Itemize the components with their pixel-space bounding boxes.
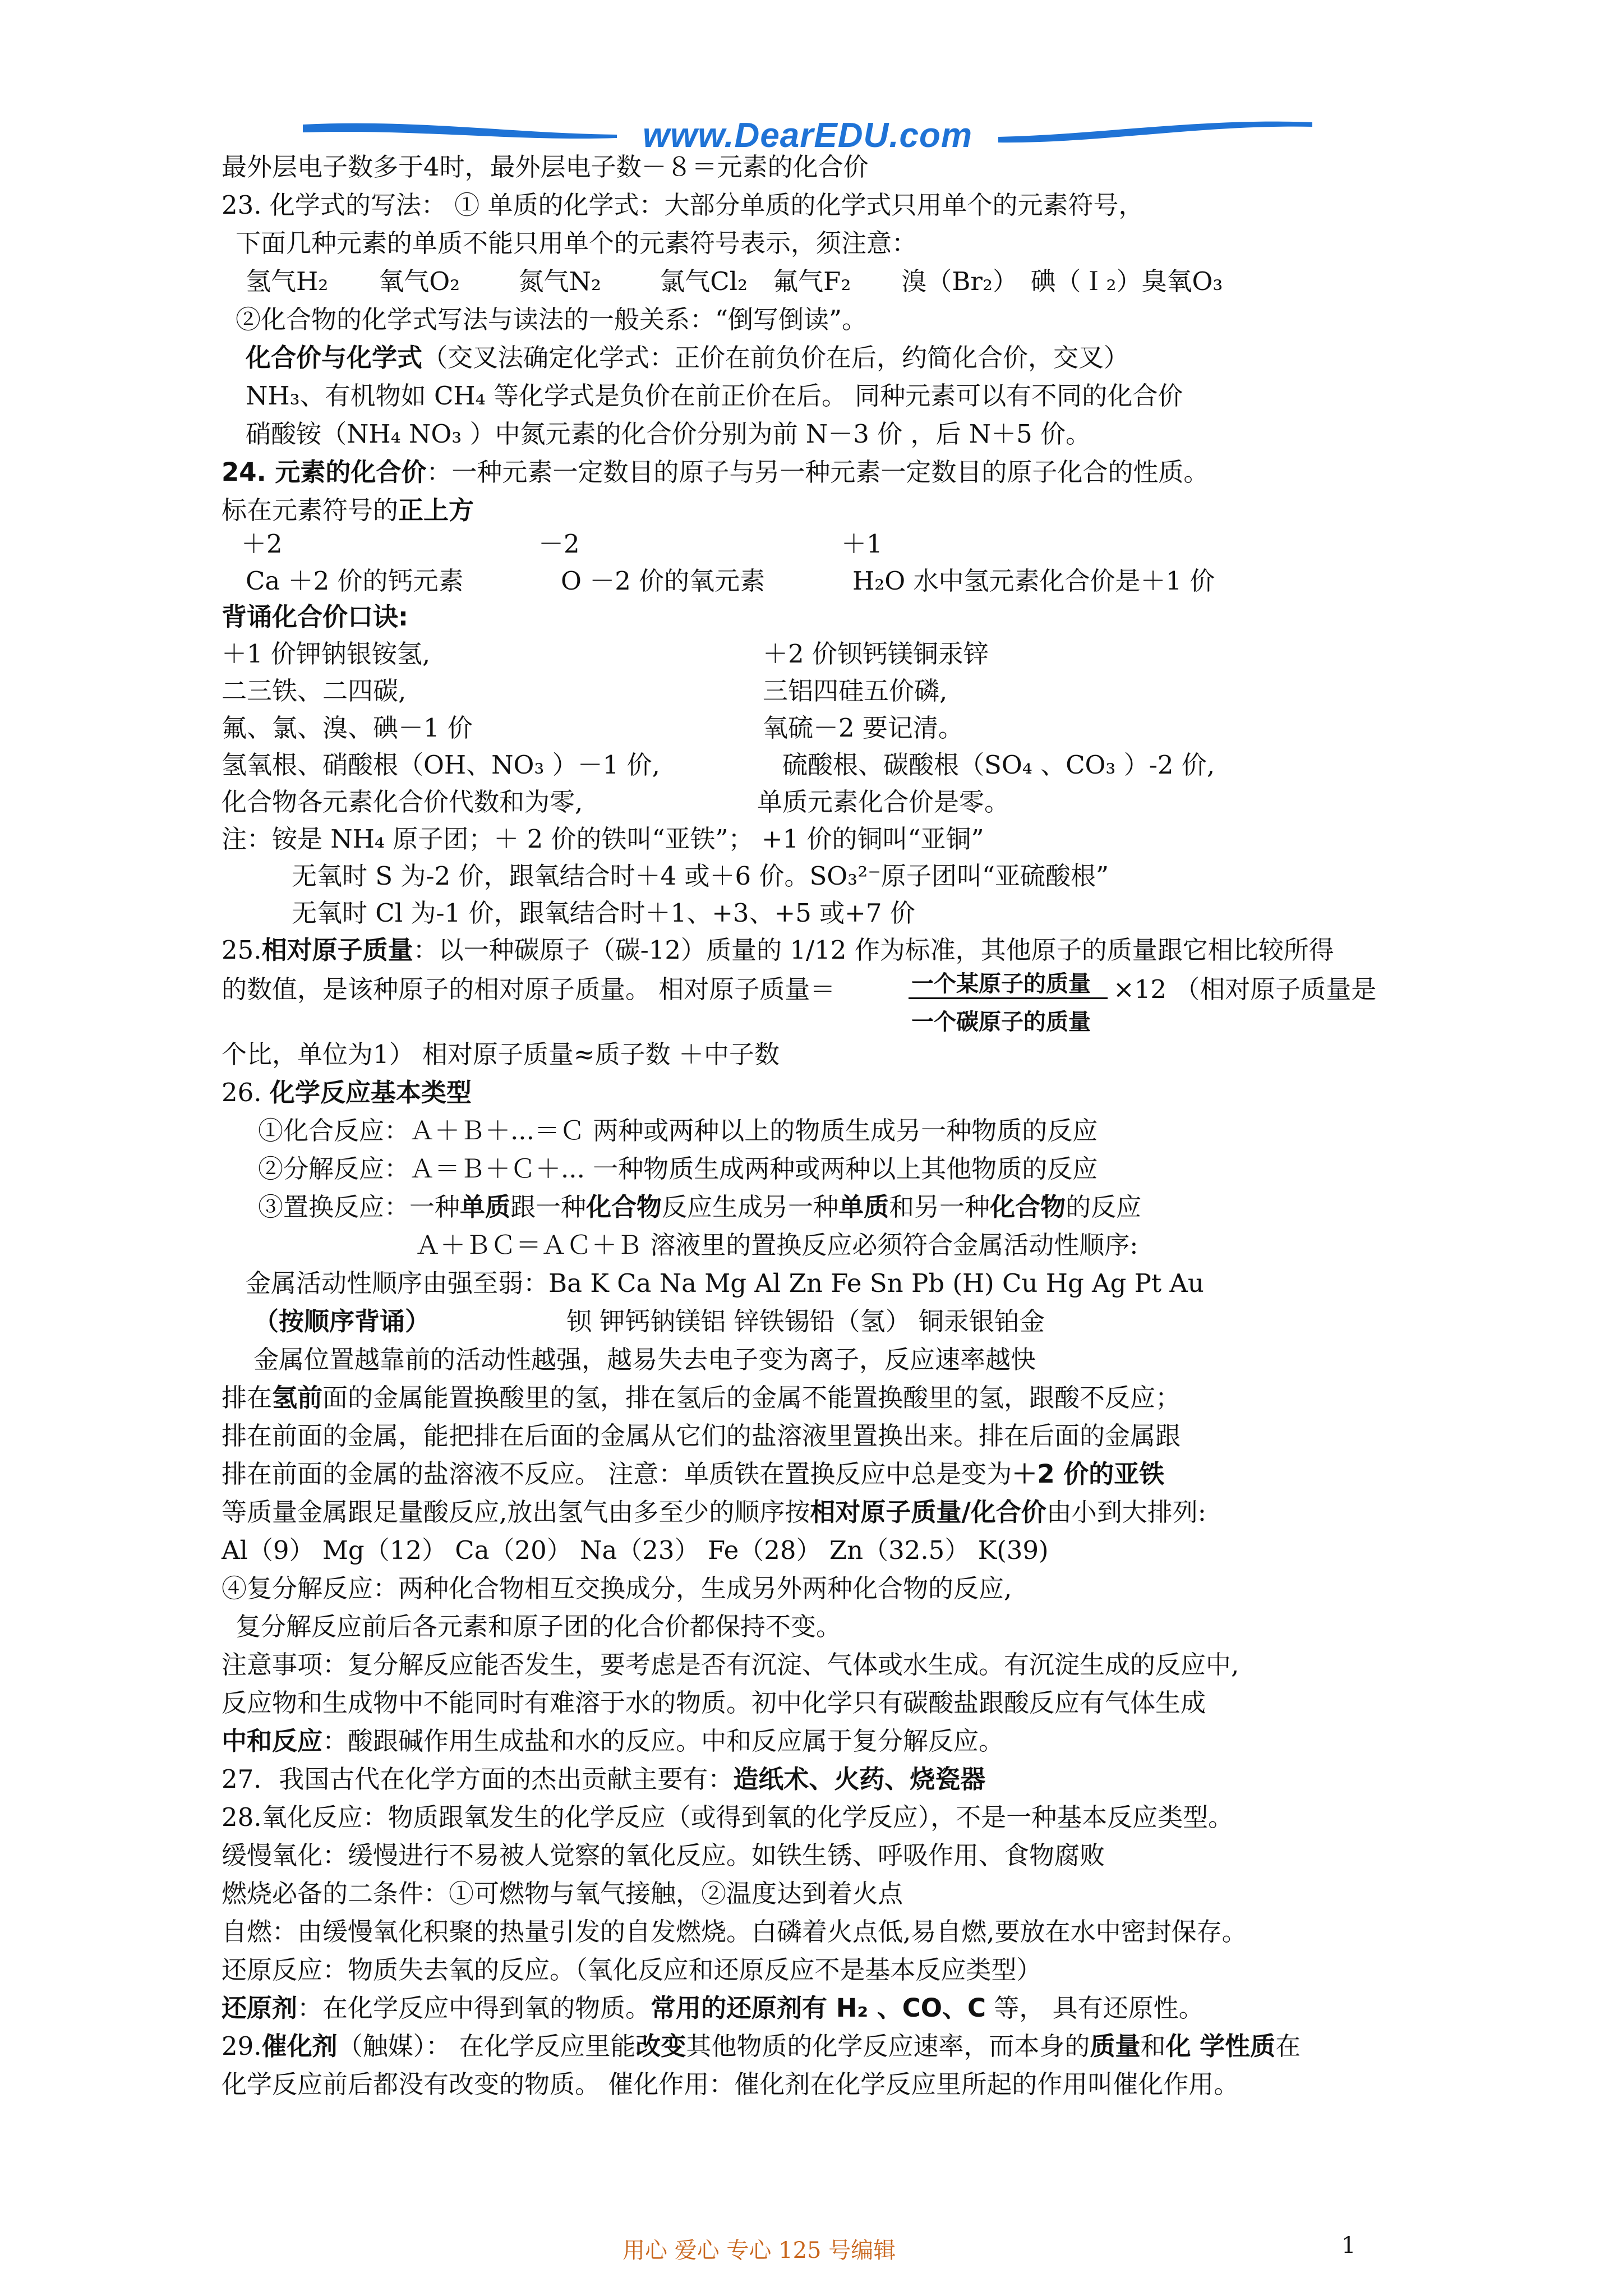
text-line: 个比，单位为1） 相对原子质量≈质子数 ＋中子数 (222, 1039, 780, 1069)
text-line: 反应物和生成物中不能同时有难溶于水的物质。初中化学只有碳酸盐跟酸反应有气体生成 (222, 1688, 1206, 1718)
valence-mark: ＋1 (841, 529, 883, 559)
text-line: 氢氧根、硝酸根（OH、NO₃ ）－1 价, (222, 750, 660, 780)
text-line: 化合物各元素化合价代数和为零, (222, 787, 583, 817)
text-line: 三铝四硅五价磷, (763, 676, 948, 706)
text-line: ＋2 价钡钙镁铜汞锌 (763, 639, 989, 669)
text-line: 硝酸铵（NH₄ NO₃ ）中氮元素的化合价分别为前 N－3 价 ，后 N＋5 价。 (246, 419, 1091, 449)
text-line: 29.催化剂（触媒）： 在化学反应里能改变其他物质的化学反应速率，而本身的质量和化 学性质在 (222, 2031, 1301, 2061)
text-line: 24. 元素的化合价：一种元素一定数目的原子与另一种元素一定数目的原子化合的性质。 (222, 457, 1209, 487)
valence-mark: ＋2 (241, 529, 283, 559)
text-line: 的数值，是该种原子的相对原子质量。 相对原子质量＝ (222, 974, 836, 1004)
text-line: ＋1 价钾钠银铵氢, (222, 639, 431, 669)
text-line: 燃烧必备的二条件：①可燃物与氧气接触，②温度达到着火点 (222, 1879, 903, 1908)
text-line: ×12 （相对原子质量是 (1113, 974, 1377, 1004)
text-line: 26. 化学反应基本类型 (222, 1078, 472, 1107)
text-line: 标在元素符号的正上方 (222, 495, 474, 525)
text-line: 25.相对原子质量：以一种碳原子（碳-12）质量的 1/12 作为标准，其他原子的质量跟它相比较所得 (222, 935, 1334, 965)
text-line: NH₃、有机物如 CH₄ 等化学式是负价在前正价在后。 同种元素可以有不同的化合价 (246, 381, 1183, 411)
text-line: （按顺序背诵） (253, 1306, 431, 1336)
text-line: 自燃：由缓慢氧化积聚的热量引发的自发燃烧。白磷着火点低,易自燃,要放在水中密封保存。 (222, 1917, 1247, 1947)
text-line: O －2 价的氧元素 (561, 566, 766, 596)
text-line: 化合价与化学式（交叉法确定化学式：正价在前负价在后，约简化合价，交叉） (246, 343, 1129, 372)
text-line: 23. 化学式的写法： ① 单质的化学式：大部分单质的化学式只用单个的元素符号， (222, 190, 1144, 220)
heading-text: 化合价与化学式 (246, 343, 423, 372)
section-heading: 背诵化合价口诀: (222, 602, 408, 632)
text-line: 排在前面的金属，能把排在后面的金属从它们的盐溶液里置换出来。排在后面的金属跟 (222, 1421, 1181, 1451)
fraction-denominator: 一个碳原子的质量 (911, 1009, 1091, 1035)
text-line: 28.氧化反应：物质跟氧发生的化学反应（或得到氧的化学反应），不是一种基本反应类型。 (222, 1802, 1234, 1832)
text-line: 排在氢前面的金属能置换酸里的氢，排在氢后的金属不能置换酸里的氢，跟酸不反应； (222, 1383, 1181, 1412)
text-line: 排在前面的金属的盐溶液不反应。 注意：单质铁在置换反应中总是变为＋2 价的亚铁 (222, 1459, 1165, 1489)
site-url[interactable]: www.DearEDU.com (642, 116, 973, 155)
text-line: 硫酸根、碳酸根（SO₄ 、CO₃ ）-2 价, (782, 750, 1215, 780)
text-line: ③置换反应：一种单质跟一种化合物反应生成另一种单质和另一种化合物的反应 (258, 1192, 1142, 1222)
text-line: 金属活动性顺序由强至弱：Ba K Ca Na Mg Al Zn Fe Sn Pb (H) Cu Hg Ag Pt Au (246, 1268, 1204, 1298)
heading-text: 24. 元素的化合价 (222, 457, 427, 487)
text-line: 最外层电子数多于4时，最外层电子数－８＝元素的化合价 (222, 152, 869, 182)
text-line: 氟、氯、溴、碘－1 价 (222, 713, 473, 743)
text-line: 还原剂：在化学反应中得到氧的物质。常用的还原剂有 H₂ 、CO、C 等， 具有还原性。 (222, 1993, 1204, 2023)
text-line: 氢气H₂ 氧气O₂ 氮气N₂ 氯气Cl₂ 氟气F₂ 溴（Br₂） 碘（Ｉ₂）臭氧O₃ (246, 266, 1223, 296)
text-line: H₂O 水中氢元素化合价是＋1 价 (852, 566, 1215, 596)
text-line: 27．我国古代在化学方面的杰出贡献主要有：造纸术、火药、烧瓷器 (222, 1764, 986, 1794)
text-line: 金属位置越靠前的活动性越强，越易失去电子变为离子，反应速率越快 (253, 1345, 1036, 1374)
page-number: 1 (1341, 2233, 1356, 2258)
text-line: 中和反应：酸跟碱作用生成盐和水的反应。中和反应属于复分解反应。 (222, 1726, 1004, 1756)
text-line: 缓慢氧化：缓慢进行不易被人觉察的氧化反应。如铁生锈、呼吸作用、食物腐败 (222, 1841, 1105, 1870)
text-line: 氧硫－2 要记清。 (763, 713, 963, 743)
text-line: ①化合反应：Ａ＋Ｂ＋...＝Ｃ 两种或两种以上的物质生成另一种物质的反应 (258, 1116, 1098, 1145)
text-line: 无氧时 Cl 为-1 价，跟氧结合时＋1、+3、+5 或+7 价 (292, 898, 915, 928)
text-line: Ａ＋ＢＣ＝ＡＣ＋Ｂ 溶液里的置换反应必须符合金属活动性顺序: (415, 1230, 1138, 1260)
text-line: 二三铁、二四碳, (222, 676, 407, 706)
text-line: ②分解反应：Ａ＝Ｂ＋Ｃ＋... 一种物质生成两种或两种以上其他物质的反应 (258, 1154, 1098, 1184)
fraction-numerator: 一个某原子的质量 (911, 971, 1091, 997)
text-line: Al（9） Mg（12） Ca（20） Na（23） Fe（28） Zn（32.5） K(39) (222, 1535, 1049, 1565)
text-line: 注：铵是 NH₄ 原子团；＋ 2 价的铁叫“亚铁”； +1 价的铜叫“亚铜” (222, 824, 984, 854)
text-line: 无氧时 S 为-2 价，跟氧结合时＋4 或＋6 价。SO₃²⁻原子团叫“亚硫酸根” (292, 861, 1109, 891)
text-line: 注意事项：复分解反应能否发生，要考虑是否有沉淀、气体或水生成。有沉淀生成的反应中, (222, 1650, 1239, 1680)
text-line: ④复分解反应：两种化合物相互交换成分，生成另外两种化合物的反应, (222, 1573, 1012, 1603)
fraction-bar (909, 997, 1108, 999)
text-line: 化学反应前后都没有改变的物质。 催化作用：催化剂在化学反应里所起的作用叫催化作用。 (222, 2069, 1239, 2099)
text-line: 等质量金属跟足量酸反应,放出氢气由多至少的顺序按相对原子质量/化合价由小到大排列: (222, 1497, 1206, 1527)
text-line: 下面几种元素的单质不能只用单个的元素符号表示，须注意： (236, 228, 917, 258)
text-line: 钡 钾钙钠镁铝 锌铁锡铅（氢） 铜汞银铂金 (566, 1306, 1045, 1336)
text-line: 单质元素化合价是零。 (757, 787, 1010, 817)
text-line: 还原反应：物质失去氧的反应。（氧化反应和还原反应不是基本反应类型） (222, 1955, 1042, 1985)
valence-mark: －2 (538, 529, 580, 559)
footer-text: 用心 爱心 专心 125 号编辑 (623, 2238, 896, 2263)
text-line: Ca ＋2 价的钙元素 (246, 566, 464, 596)
text-line: ②化合物的化学式写法与读法的一般关系：“倒写倒读”。 (236, 305, 868, 334)
text-line: 复分解反应前后各元素和原子团的化合价都保持不变。 (236, 1612, 842, 1641)
